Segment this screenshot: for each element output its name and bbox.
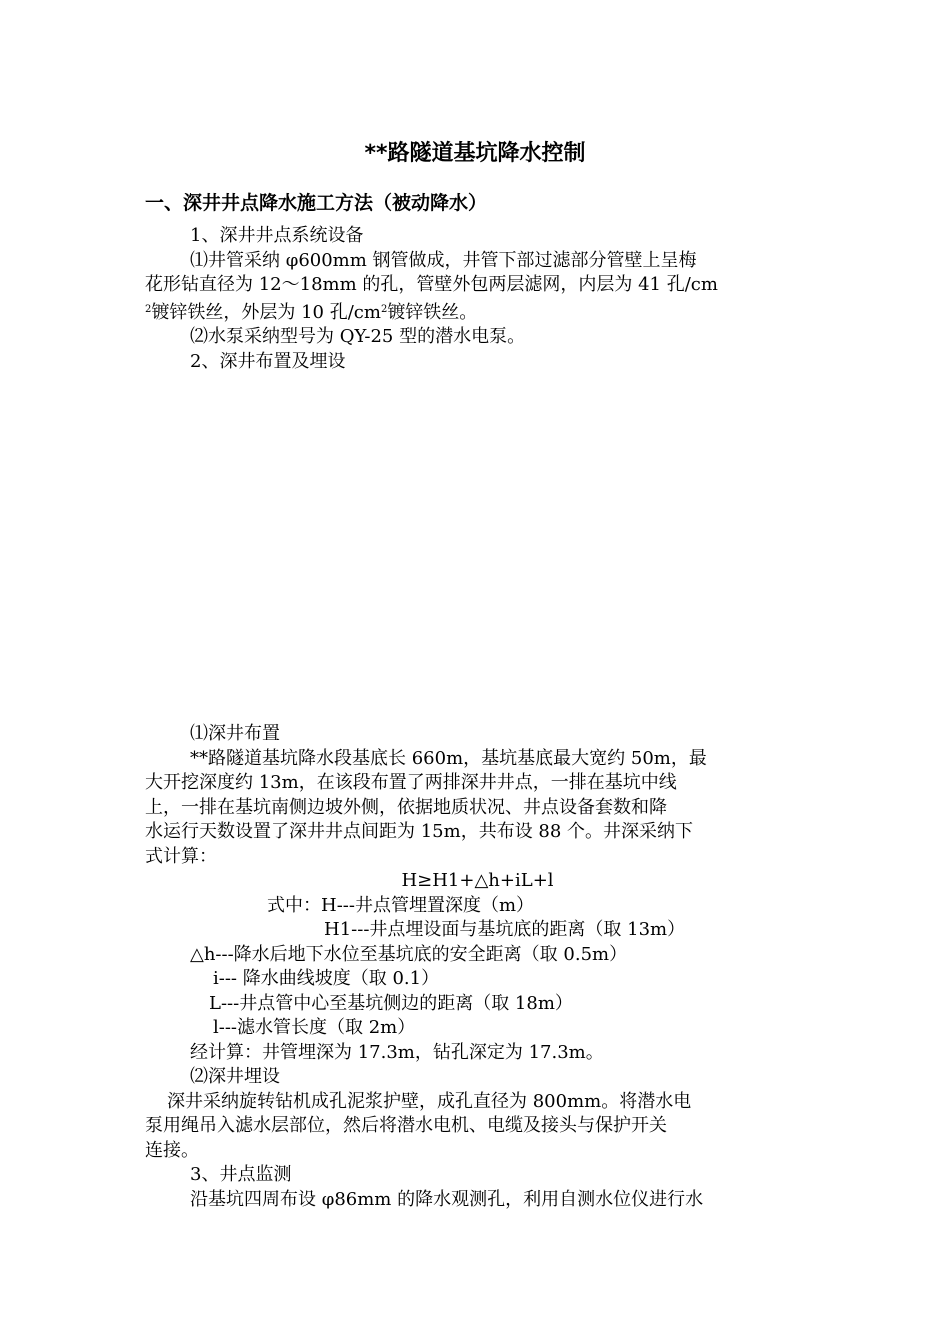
item2-heading: 2、深井布置及埋设 xyxy=(190,350,346,372)
item2-block xyxy=(145,722,810,1212)
item1-paragraph1-line2: 花形钻直径为 12～18mm 的孔，管壁外包两层滤网，内层为 41 孔/cm xyxy=(145,274,718,295)
section-heading-1: 一、深井井点降水施工方法（被动降水） xyxy=(145,192,488,214)
superscript: 2 xyxy=(145,303,152,315)
item2-paragraph-line4: 水运行天数设置了深井井点间距为 15m，共布设 88 个。井深采纳下 xyxy=(145,821,694,842)
item3-line1: 沿基坑四周布设 φ86mm 的降水观测孔，利用自测水位仪进行水 xyxy=(190,1188,704,1210)
where-line-2: H1---井点埋设面与基坑底的距离（取 13m） xyxy=(324,919,686,940)
item1-block xyxy=(145,224,810,374)
item2-sub2-line1: 深井采纳旋转钻机成孔泥浆护壁，成孔直径为 800mm。将潜水电 xyxy=(167,1090,692,1112)
text-span: 镀锌铁丝。 xyxy=(387,301,478,323)
where-line-5: L---井点管中心至基坑侧边的距离（取 18m） xyxy=(209,992,573,1014)
item2-paragraph-line2: 大开挖深度约 13m，在该段布置了两排深井井点，一排在基坑中线 xyxy=(145,772,677,793)
item1-heading: 1、深井井点系统设备 xyxy=(190,225,364,246)
item2-subheading-2: ⑵深井埋设 xyxy=(190,1066,280,1087)
where-line-6: l---滤水管长度（取 2m） xyxy=(213,1017,416,1038)
item2-sub2-line3: 连接。 xyxy=(145,1139,199,1161)
item3-heading: 3、井点监测 xyxy=(190,1164,292,1185)
item1-paragraph1-line1: ⑴井管采纳 φ600mm 钢管做成，井管下部过滤部分管壁上呈梅 xyxy=(190,249,697,271)
item2-subheading-1: ⑴深井布置 xyxy=(190,723,280,744)
item2-paragraph-line1: **路隧道基坑降水段基底长 660m，基坑基底最大宽约 50m，最 xyxy=(190,747,707,769)
item1-paragraph2: ⑵水泵采纳型号为 QY-25 型的潜水电泵。 xyxy=(190,326,526,347)
item2-sub2-line2: 泵用绳吊入滤水层部位，然后将潜水电机、电缆及接头与保护开关 xyxy=(145,1115,667,1136)
item2-paragraph-line5: 式计算： xyxy=(145,845,217,867)
calc-result: 经计算：井管埋深为 17.3m，钻孔深定为 17.3m。 xyxy=(190,1041,604,1063)
item2-paragraph-line3: 上，一排在基坑南侧边坡外侧，依据地质状况、井点设备套数和降 xyxy=(145,796,667,818)
where-line-4: i--- 降水曲线坡度（取 0.1） xyxy=(213,968,440,989)
where-line-1: 式中：H---井点管埋置深度（m） xyxy=(267,894,535,916)
formula: H≥H1+△h+iL+l xyxy=(401,870,554,891)
text-span: 镀锌铁丝，外层为 10 孔/cm xyxy=(151,301,381,323)
where-line-3: △h---降水后地下水位至基坑底的安全距离（取 0.5m） xyxy=(190,943,628,965)
superscript: 2 xyxy=(380,303,388,315)
item1-paragraph1-line3 xyxy=(145,298,810,326)
document-title: **路隧道基坑降水控制 xyxy=(364,141,586,166)
